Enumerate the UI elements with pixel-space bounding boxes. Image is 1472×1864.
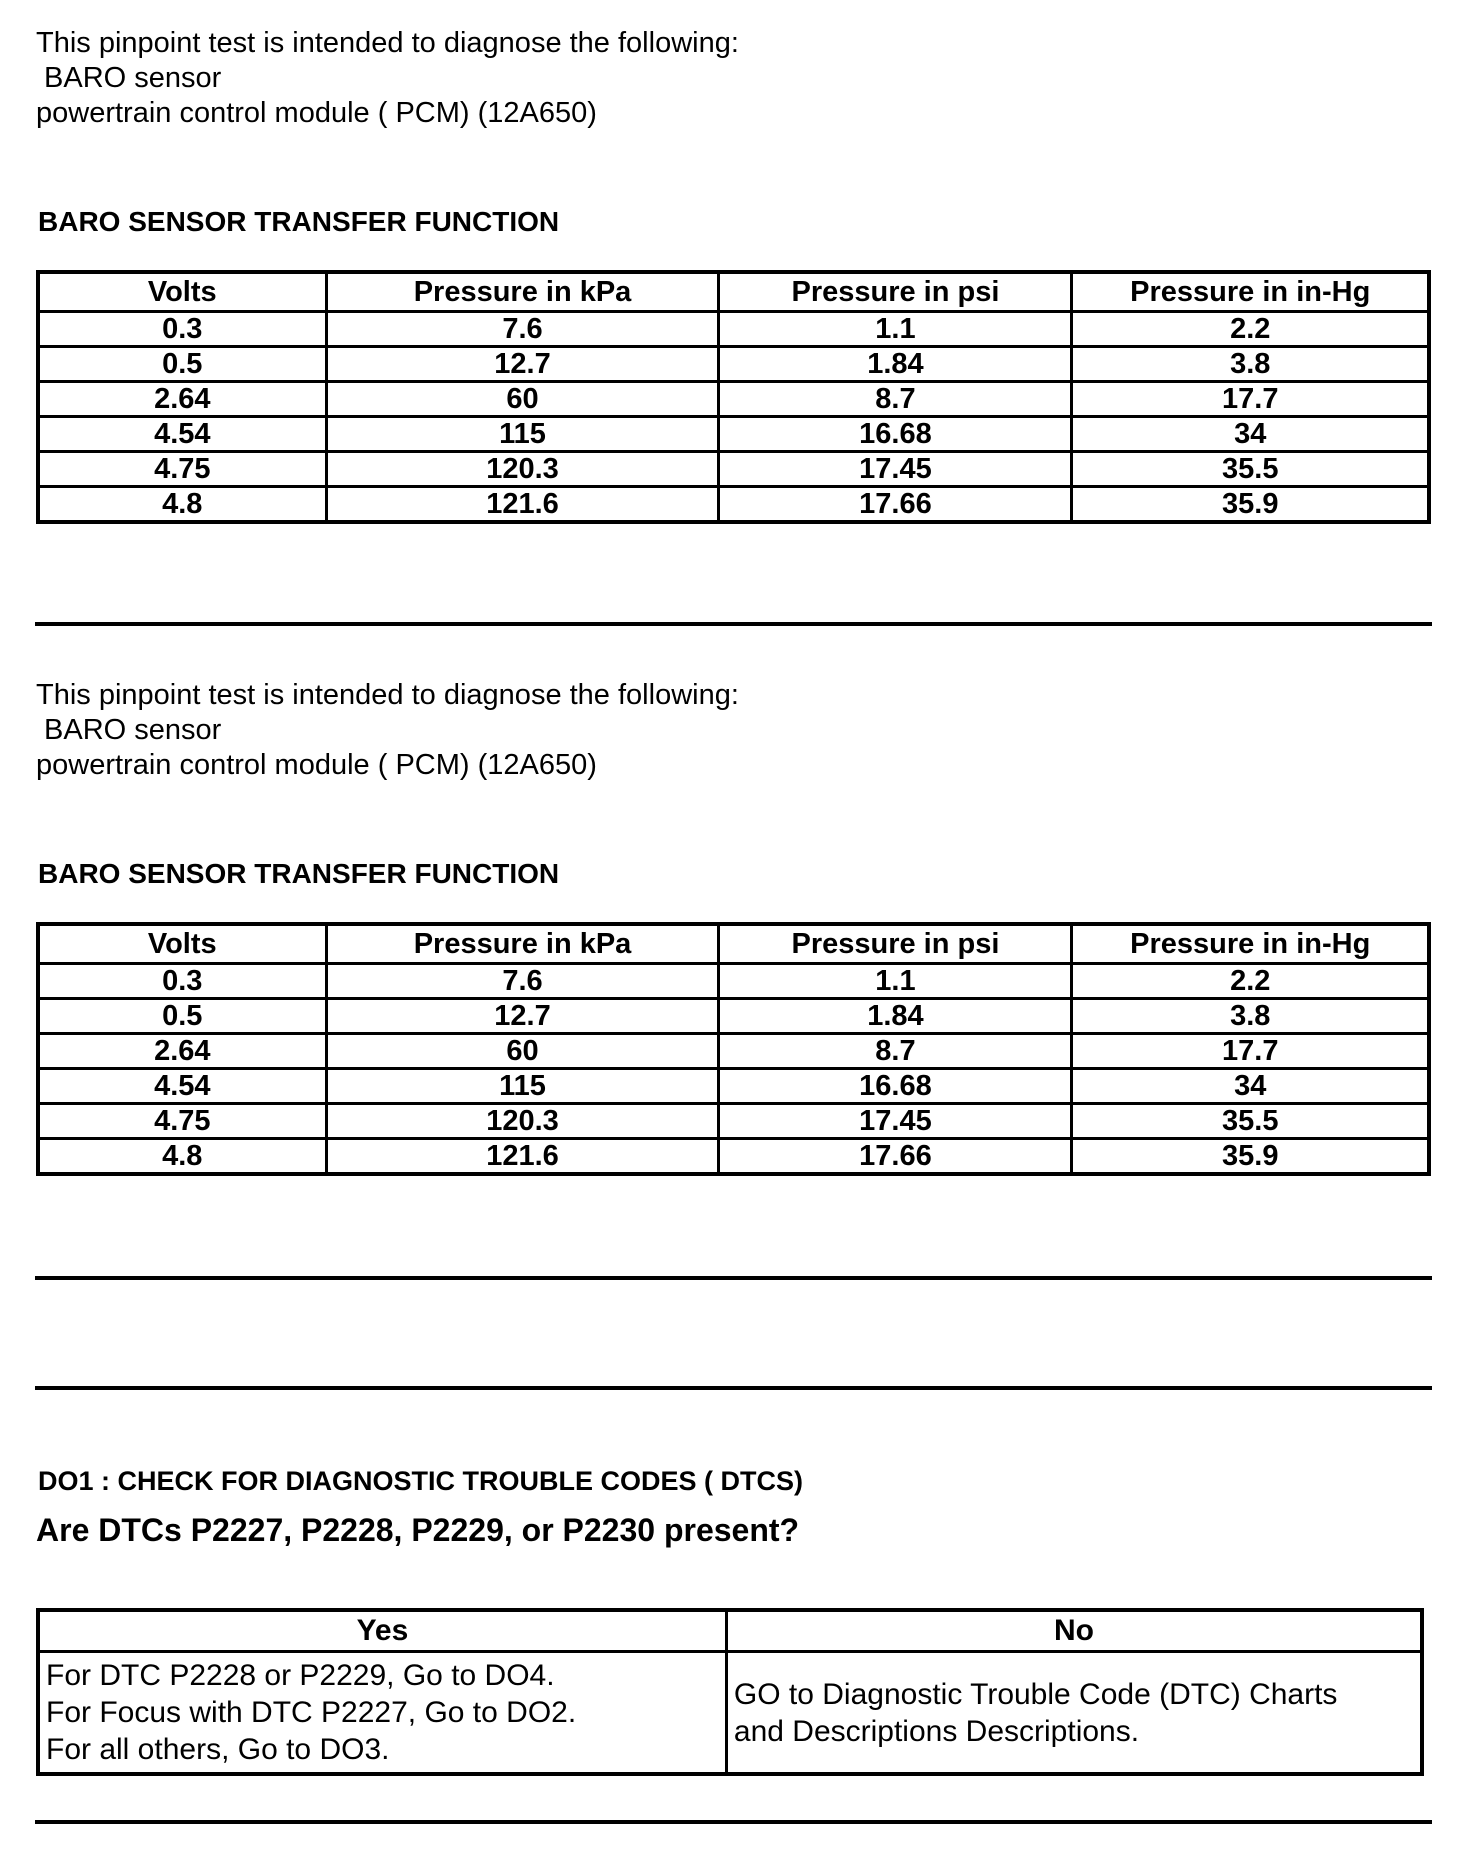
transfer-function-title-2: BARO SENSOR TRANSFER FUNCTION <box>38 858 560 889</box>
table-cell: 8.7 <box>719 1034 1072 1069</box>
table-cell: 1.1 <box>719 964 1072 999</box>
horizontal-rule <box>35 622 1432 626</box>
table-row <box>38 999 1429 1034</box>
table-cell: 17.7 <box>1072 1034 1429 1069</box>
table-cell: 4.8 <box>38 487 326 523</box>
table-row <box>38 1104 1429 1139</box>
table-cell: 35.5 <box>1072 1104 1429 1139</box>
column-header: Pressure in psi <box>719 924 1072 964</box>
table-cell: 115 <box>326 417 719 452</box>
table-cell: 4.54 <box>38 417 326 452</box>
table-cell: 35.9 <box>1072 487 1429 523</box>
table-row <box>38 347 1429 382</box>
table-cell: 7.6 <box>326 964 719 999</box>
intro-line: BARO sensor <box>36 62 222 94</box>
no-line: and Descriptions Descriptions. <box>733 1714 1140 1748</box>
table-cell: 16.68 <box>719 417 1072 452</box>
intro-line: BARO sensor <box>36 714 222 746</box>
yes-no-row <box>38 1652 1422 1775</box>
table-cell: 121.6 <box>326 487 719 523</box>
table-cell: 2.64 <box>38 382 326 417</box>
column-header: Pressure in in-Hg <box>1072 924 1429 964</box>
table-cell: 3.8 <box>1072 999 1429 1034</box>
table-cell: 12.7 <box>326 999 719 1034</box>
table-cell: 12.7 <box>326 347 719 382</box>
yes-no-header-row <box>38 1610 1422 1652</box>
intro-text-2 <box>36 678 739 783</box>
table-cell: 0.5 <box>38 999 326 1034</box>
horizontal-rule <box>35 1820 1432 1824</box>
table-cell: 35.9 <box>1072 1139 1429 1175</box>
table-cell: 2.64 <box>38 1034 326 1069</box>
table-cell: 4.75 <box>38 452 326 487</box>
table-header-row <box>38 924 1429 964</box>
intro-line: This pinpoint test is intended to diagnose the following: <box>36 27 739 59</box>
column-header: Pressure in kPa <box>326 924 719 964</box>
transfer-function-table-2 <box>36 922 1431 1176</box>
table-cell: 7.6 <box>326 312 719 347</box>
table-cell: 34 <box>1072 417 1429 452</box>
yes-line: For DTC P2228 or P2229, Go to DO4. <box>46 1659 555 1692</box>
table-cell: 120.3 <box>326 452 719 487</box>
transfer-function-title-1: BARO SENSOR TRANSFER FUNCTION <box>38 206 560 237</box>
column-header: Pressure in kPa <box>326 272 719 312</box>
table-cell: 121.6 <box>326 1139 719 1175</box>
table-cell: 120.3 <box>326 1104 719 1139</box>
table-cell: 17.66 <box>719 487 1072 523</box>
do1-question: Are DTCs P2227, P2228, P2229, or P2230 present? <box>36 1512 800 1548</box>
intro-line: This pinpoint test is intended to diagnose the following: <box>36 679 739 711</box>
table-header-row <box>38 272 1429 312</box>
table-cell: 1.1 <box>719 312 1072 347</box>
yes-header: Yes <box>38 1610 726 1652</box>
column-header: Pressure in psi <box>719 272 1072 312</box>
table-cell: 1.84 <box>719 347 1072 382</box>
table-row <box>38 1069 1429 1104</box>
yes-no-table <box>36 1608 1424 1776</box>
horizontal-rule <box>35 1276 1432 1280</box>
table-cell: 4.8 <box>38 1139 326 1175</box>
transfer-function-table-1 <box>36 270 1431 524</box>
table-cell: 16.68 <box>719 1069 1072 1104</box>
table-cell: 17.45 <box>719 1104 1072 1139</box>
table-cell: 17.66 <box>719 1139 1072 1175</box>
column-header: Pressure in in-Hg <box>1072 272 1429 312</box>
table-cell: 1.84 <box>719 999 1072 1034</box>
table-cell: 60 <box>326 1034 719 1069</box>
table-row <box>38 417 1429 452</box>
no-line: GO to Diagnostic Trouble Code (DTC) Charts <box>733 1677 1338 1711</box>
table-row <box>38 312 1429 347</box>
no-header: No <box>726 1610 1422 1652</box>
table-cell: 8.7 <box>719 382 1072 417</box>
yes-line: For Focus with DTC P2227, Go to DO2. <box>46 1696 577 1729</box>
column-header: Volts <box>38 272 326 312</box>
table-cell: 3.8 <box>1072 347 1429 382</box>
table-cell: 4.75 <box>38 1104 326 1139</box>
table-cell: 17.45 <box>719 452 1072 487</box>
no-cell <box>726 1652 1422 1775</box>
table-row <box>38 487 1429 523</box>
table-row <box>38 1139 1429 1175</box>
intro-text-1 <box>36 26 739 131</box>
do1-title: DO1 : CHECK FOR DIAGNOSTIC TROUBLE CODES ( DTCS) <box>38 1466 804 1496</box>
horizontal-rule <box>35 1386 1432 1390</box>
table-row <box>38 382 1429 417</box>
table-cell: 0.5 <box>38 347 326 382</box>
table-cell: 34 <box>1072 1069 1429 1104</box>
table-cell: 2.2 <box>1072 964 1429 999</box>
column-header: Volts <box>38 924 326 964</box>
yes-line: For all others, Go to DO3. <box>46 1733 390 1766</box>
table-cell: 35.5 <box>1072 452 1429 487</box>
table-cell: 0.3 <box>38 312 326 347</box>
table-row <box>38 452 1429 487</box>
table-cell: 4.54 <box>38 1069 326 1104</box>
table-row <box>38 1034 1429 1069</box>
table-cell: 0.3 <box>38 964 326 999</box>
table-cell: 115 <box>326 1069 719 1104</box>
table-row <box>38 964 1429 999</box>
yes-cell <box>38 1652 726 1775</box>
intro-line: powertrain control module ( PCM) (12A650) <box>36 97 597 129</box>
intro-line: powertrain control module ( PCM) (12A650) <box>36 749 597 781</box>
table-cell: 17.7 <box>1072 382 1429 417</box>
table-cell: 2.2 <box>1072 312 1429 347</box>
table-cell: 60 <box>326 382 719 417</box>
